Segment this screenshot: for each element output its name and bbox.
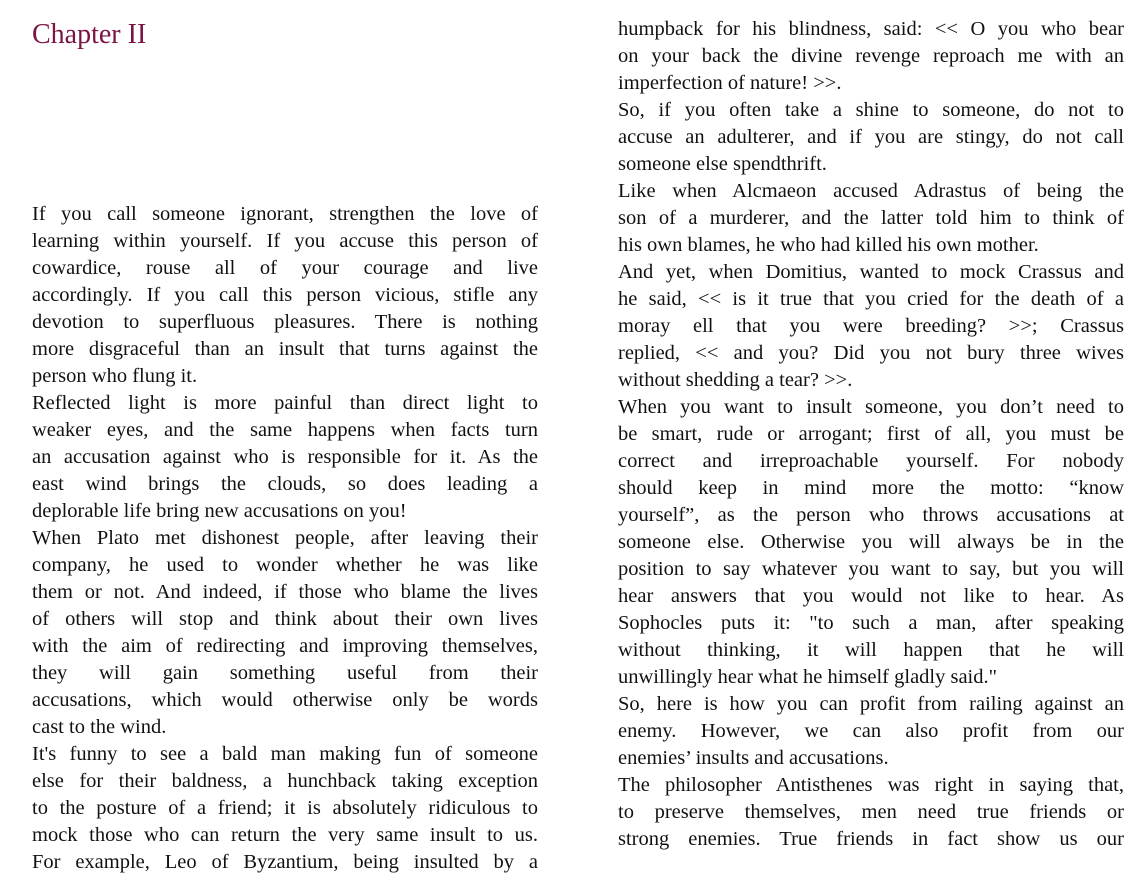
paragraph <box>32 741 538 876</box>
paragraph <box>618 772 1124 853</box>
text-line: weaker eyes, and the same happens when facts turn <box>32 419 538 441</box>
paragraph <box>618 16 1124 97</box>
text-line: he said, << is it true that you cried for the death of a <box>618 288 1124 310</box>
text-line: Like when Alcmaeon accused Adrastus of being the <box>618 180 1124 202</box>
text-line: learning within yourself. If you accuse this person of <box>32 230 538 252</box>
text-line: hear answers that you would not like to hear. As <box>618 585 1124 607</box>
text-line: accusations, which would otherwise only be words <box>32 689 538 711</box>
text-line: humpback for his blindness, said: << O you who bear <box>618 18 1124 40</box>
text-line: mock those who can return the very same insult to us. <box>32 824 538 846</box>
text-line: accuse an adulterer, and if you are stingy, do not call <box>618 126 1124 148</box>
text-line: accordingly. If you call this person vicious, stifle any <box>32 284 538 306</box>
text-line: replied, << and you? Did you not bury three wives <box>618 342 1124 364</box>
text-line: be smart, rude or arrogant; first of all, you must be <box>618 423 1124 445</box>
text-line: position to say whatever you want to say, but you will <box>618 558 1124 580</box>
text-line: else for their baldness, a hunchback taking exception <box>32 770 538 792</box>
chapter-title: Chapter II <box>32 19 147 50</box>
text-line: enemies’ insults and accusations. <box>618 747 889 769</box>
text-line: someone else spendthrift. <box>618 153 827 175</box>
text-line: more disgraceful than an insult that turns against the <box>32 338 538 360</box>
text-line: strong enemies. True friends in fact show us our <box>618 828 1124 850</box>
text-line: deplorable life bring new accusations on you! <box>32 500 407 522</box>
text-line: of others will stop and think about their own lives <box>32 608 538 630</box>
text-line: someone else. Otherwise you will always be in the <box>618 531 1124 553</box>
text-line: his own blames, he who had killed his own mother. <box>618 234 1039 256</box>
text-line: yourself”, as the person who throws accusations at <box>618 504 1124 526</box>
text-line: company, he used to wonder whether he was like <box>32 554 538 576</box>
paragraph <box>618 394 1124 691</box>
text-line: So, here is how you can profit from railing against an <box>618 693 1124 715</box>
text-line: The philosopher Antisthenes was right in saying that, <box>618 774 1124 796</box>
text-line: unwillingly hear what he himself gladly said." <box>618 666 997 688</box>
text-line: an accusation against who is responsible for it. As the <box>32 446 538 468</box>
text-line: east wind brings the clouds, so does leading a <box>32 473 538 495</box>
text-line: When you want to insult someone, you don’t need to <box>618 396 1124 418</box>
text-line: to the posture of a friend; it is absolutely ridiculous to <box>32 797 538 819</box>
paragraph <box>32 525 538 741</box>
paragraph <box>618 691 1124 772</box>
text-line: If you call someone ignorant, strengthen the love of <box>32 203 538 225</box>
text-line: them or not. And indeed, if those who blame the lives <box>32 581 538 603</box>
text-line: son of a murderer, and the latter told him to think of <box>618 207 1124 229</box>
text-line: correct and irreproachable yourself. For nobody <box>618 450 1124 472</box>
paragraph <box>32 201 538 390</box>
text-line: So, if you often take a shine to someone, do not to <box>618 99 1124 121</box>
text-line: cowardice, rouse all of your courage and live <box>32 257 538 279</box>
paragraph <box>618 178 1124 259</box>
text-line: person who flung it. <box>32 365 198 387</box>
text-line: When Plato met dishonest people, after leaving their <box>32 527 538 549</box>
text-line: should keep in mind more the motto: “know <box>618 477 1124 499</box>
text-line: Sophocles puts it: "to such a man, after speaking <box>618 612 1124 634</box>
text-line: moray ell that you were breeding? >>; Crassus <box>618 315 1124 337</box>
text-line: cast to the wind. <box>32 716 167 738</box>
text-line: For example, Leo of Byzantium, being insulted by a <box>32 851 538 873</box>
left-page-body <box>32 201 538 876</box>
text-line: enemy. However, we can also profit from our <box>618 720 1124 742</box>
left-page <box>32 0 538 52</box>
text-line: without thinking, it will happen that he will <box>618 639 1124 661</box>
text-line: Reflected light is more painful than direct light to <box>32 392 538 414</box>
right-page-body <box>618 16 1124 853</box>
text-line: imperfection of nature! >>. <box>618 72 842 94</box>
text-line: And yet, when Domitius, wanted to mock Crassus and <box>618 261 1124 283</box>
text-line: on your back the divine revenge reproach me with an <box>618 45 1124 67</box>
text-line: It's funny to see a bald man making fun of someone <box>32 743 538 765</box>
paragraph <box>618 259 1124 394</box>
text-line: with the aim of redirecting and improving themselves, <box>32 635 538 657</box>
paragraph <box>32 390 538 525</box>
text-line: without shedding a tear? >>. <box>618 369 853 391</box>
text-line: devotion to superfluous pleasures. There is nothing <box>32 311 538 333</box>
paragraph <box>618 97 1124 178</box>
text-line: to preserve themselves, men need true friends or <box>618 801 1124 823</box>
text-line: they will gain something useful from their <box>32 662 538 684</box>
